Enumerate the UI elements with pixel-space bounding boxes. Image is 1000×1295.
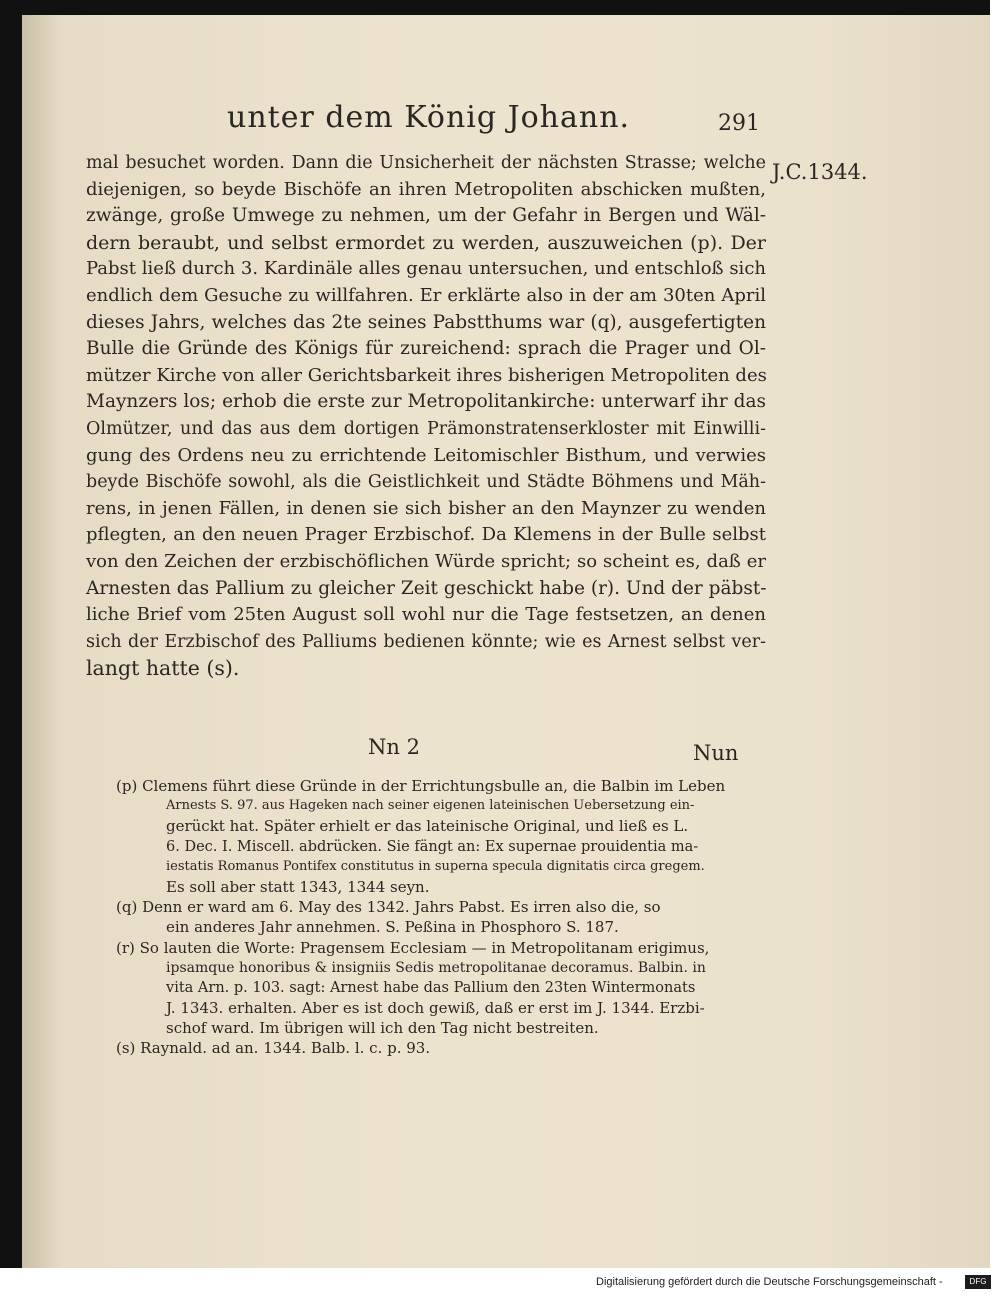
footnote-line: 6. Dec. I. Miscell. abdrücken. Sie fängt an: Ex supernae prouidentia ma- xyxy=(166,838,699,855)
footnote-line: vita Arn. p. 103. sagt: Arnest habe das Pallium den 23ten Wintermonats xyxy=(166,979,696,996)
footnote-line: ipsamque honoribus & insigniis Sedis metropolitanae decoramus. Balbin. in xyxy=(166,959,706,976)
body-line: dern beraubt, und selbst ermordet zu werden, auszuweichen (p). Der xyxy=(86,231,766,254)
body-line: mützer Kirche von aller Gerichtsbarkeit ihres bisherigen Metropoliten des xyxy=(86,364,767,386)
margin-note-year: J.C.1344. xyxy=(772,160,868,184)
body-line: zwänge, große Umwege zu nehmen, um der Gefahr in Bergen und Wäl- xyxy=(86,205,766,227)
footnote-line: Arnests S. 97. aus Hageken nach seiner eigenen lateinischen Uebersetzung ein- xyxy=(166,798,695,814)
footnote-line: (q) Denn er ward am 6. May des 1342. Jahrs Pabst. Es irren also die, so xyxy=(116,898,661,917)
body-line: von den Zeichen der erzbischöflichen Würde spricht; so scheint es, daß er xyxy=(86,550,766,572)
running-head: unter dem König Johann. xyxy=(227,100,631,135)
footnote-line: schof ward. Im übrigen will ich den Tag nicht bestreiten. xyxy=(166,1019,599,1038)
body-line: mal besuchet worden. Dann die Unsicherheit der nächsten Strasse; welche xyxy=(86,153,766,173)
footnote-line: (p) Clemens führt diese Gründe in der Errichtungsbulle an, die Balbin im Leben xyxy=(116,777,726,795)
body-line: sich der Erzbischof des Palliums bedienen könnte; wie es Arnest selbst ver- xyxy=(86,631,766,652)
body-line: liche Brief vom 25ten August soll wohl nur die Tage festsetzen, an denen xyxy=(86,604,766,626)
body-line: rens, in jenen Fällen, in denen sie sich bisher an den Maynzer zu wenden xyxy=(86,497,766,519)
digitization-credit: Digitalisierung gefördert durch die Deutsche Forschungsgemeinschaft - xyxy=(596,1276,943,1288)
footnote-line: (r) So lauten die Worte: Pragensem Ecclesiam — in Metropolitanam erigimus, xyxy=(116,938,710,957)
footnote-line: (s) Raynald. ad an. 1344. Balb. l. c. p. 93. xyxy=(116,1039,431,1058)
signature-mark: Nn 2 xyxy=(368,735,420,759)
body-line: dieses Jahrs, welches das 2te seines Pabstthums war (q), ausgefertigten xyxy=(86,311,766,333)
body-text xyxy=(86,150,766,682)
body-line: pflegten, an den neuen Prager Erzbischof. Da Klemens in der Bulle selbst xyxy=(86,524,766,546)
body-line: langt hatte (s). xyxy=(86,656,240,681)
footnote-line: gerückt hat. Später erhielt er das lateinische Original, und ließ es L. xyxy=(166,817,689,836)
body-line: Pabst ließ durch 3. Kardinäle alles genau untersuchen, und entschloß sich xyxy=(86,258,766,280)
body-line: diejenigen, so beyde Bischöfe an ihren Metropoliten abschicken mußten, xyxy=(86,178,766,200)
body-line: Maynzers los; erhob die erste zur Metropolitankirche: unterwarf ihr das xyxy=(86,391,766,413)
catchword: Nun xyxy=(693,741,739,765)
page-number: 291 xyxy=(718,111,760,136)
dfg-logo: DFG xyxy=(965,1275,991,1289)
footnote-line: iestatis Romanus Pontifex constitutus in superna specula dignitatis circa gregem. xyxy=(166,858,705,874)
footnote-line: Es soll aber statt 1343, 1344 seyn. xyxy=(166,877,430,896)
footnote-line: ein anderes Jahr annehmen. S. Peßina in Phosphoro S. 187. xyxy=(166,918,619,937)
body-line: Olmützer, und das aus dem dortigen Prämonstratenserkloster mit Einwilli- xyxy=(86,418,766,439)
body-line: gung des Ordens neu zu errichtende Leitomischler Bisthum, und verwies xyxy=(86,444,766,466)
body-line: endlich dem Gesuche zu willfahren. Er erklärte also in der am 30ten April xyxy=(86,284,766,306)
body-line: beyde Bischöfe sowohl, als die Geistlichkeit und Städte Böhmens und Mäh- xyxy=(86,472,766,493)
body-line: Bulle die Gründe des Königs für zureichend: sprach die Prager und Ol- xyxy=(86,338,766,360)
footnotes xyxy=(116,776,756,1059)
body-line: Arnesten das Pallium zu gleicher Zeit geschickt habe (r). Und der päbst- xyxy=(86,577,767,599)
footnote-line: J. 1343. erhalten. Aber es ist doch gewiß, daß er erst im J. 1344. Erzbi- xyxy=(166,999,705,1018)
